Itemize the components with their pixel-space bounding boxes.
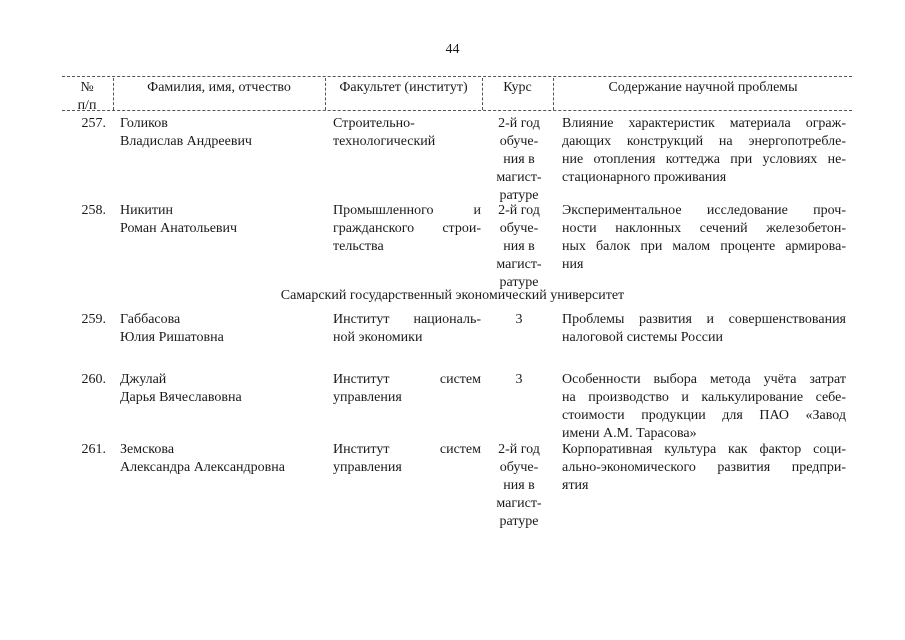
header-num: № п/п bbox=[77, 80, 97, 113]
course: 3 bbox=[515, 372, 523, 387]
page-number: 44 bbox=[445, 42, 460, 57]
header-bottom-rule bbox=[62, 110, 852, 111]
course: 2-й год обуче- ния в магист- ратуре bbox=[496, 203, 542, 290]
student-name: Никитин Роман Анатольевич bbox=[120, 203, 238, 236]
header-course: Курс bbox=[503, 80, 532, 95]
faculty: Институт систем управления bbox=[333, 442, 481, 475]
student-name: Джулай Дарья Вячеславовна bbox=[120, 372, 242, 405]
course: 2-й год обуче- ния в магист- ратуре bbox=[496, 442, 542, 529]
header-name: Фамилия, имя, отчество bbox=[147, 80, 291, 95]
section-title: Самарский государственный экономический университет bbox=[280, 288, 625, 303]
student-name: Габбасова Юлия Ришатовна bbox=[120, 312, 224, 345]
row-number: 258. bbox=[81, 203, 106, 218]
header-topic: Содержание научной проблемы bbox=[608, 80, 798, 95]
faculty: Промышленного и гражданского строи- тельства bbox=[333, 203, 481, 254]
student-name: Голиков Владислав Андреевич bbox=[120, 116, 252, 149]
research-topic: Проблемы развития и совершенствования налоговой системы России bbox=[562, 312, 846, 345]
row-number: 259. bbox=[81, 312, 106, 327]
header-faculty: Факультет (институт) bbox=[339, 80, 468, 95]
row-number: 257. bbox=[81, 116, 106, 131]
research-topic: Экспериментальное исследование проч- ности наклонных сечений железобетон- ных балок при малом проценте армирова- ния bbox=[562, 203, 846, 272]
student-name: Земскова Александра Александровна bbox=[120, 442, 285, 475]
course: 2-й год обуче- ния в магист- ратуре bbox=[496, 116, 542, 203]
faculty: Институт националь- ной экономики bbox=[333, 312, 481, 345]
faculty: Строительно- технологический bbox=[333, 116, 436, 149]
research-topic: Корпоративная культура как фактор соци- ально-экономического развития предпри- ятия bbox=[562, 442, 846, 493]
row-number: 261. bbox=[81, 442, 106, 457]
research-topic: Особенности выбора метода учёта затрат на производство и калькулирование себе- стоимости продукции для ПАО «Завод имени А.М. Тарасова» bbox=[562, 372, 846, 441]
course: 3 bbox=[515, 312, 523, 327]
header-top-rule bbox=[62, 76, 852, 77]
research-topic: Влияние характеристик материала ограж- дающих конструкций на энергопотребле- ние отопления коттеджа при условиях не- стационарного проживания bbox=[562, 116, 846, 185]
row-number: 260. bbox=[81, 372, 106, 387]
faculty: Институт систем управления bbox=[333, 372, 481, 405]
